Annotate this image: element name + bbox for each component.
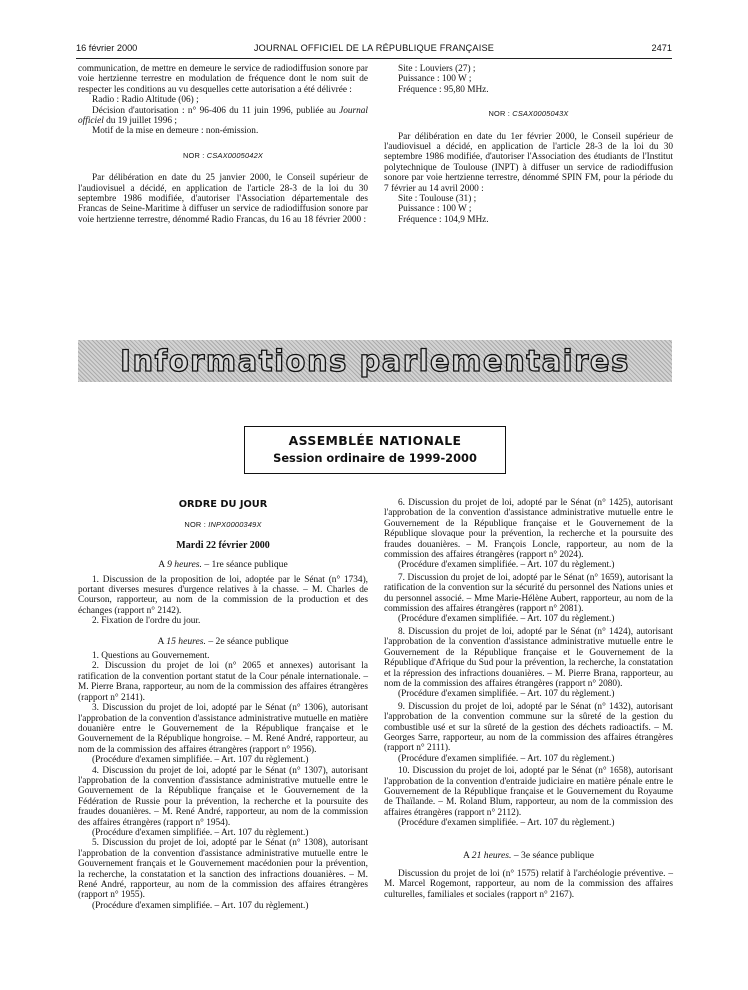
session-heading: A 9 heures. – 1re séance publique: [158, 559, 288, 571]
agenda-item: 4. Discussion du projet de loi, adopté par le Sénat (n° 1307), autorisant l'approbation de la convention d'assistance administrative mutuelle entre le Gouvernement de la République française et le Gouvernement de la Fédération de Russie pour la prévention, la recherche et la poursuite des fraudes douanières. – M. René André, rapporteur, au nom de la commission des affaires étrangères (rapport n° 1954).: [78, 765, 368, 828]
agenda-item: 5. Discussion du projet de loi, adopté par le Sénat (n° 1308), autorisant l'approbation de la convention d'assistance administrative mutuelle entre le Gouvernement français et le Gouvernement macédonien pour la prévention, la recherche, la constatation et la sanction des infractions douanières. – M. René André, rapporteur, au nom de la commission des affaires étrangères (rapport n° 1955).: [78, 838, 368, 901]
section-banner: [78, 340, 672, 382]
agenda-left-column: [78, 500, 368, 911]
assembly-name: ASSEMBLÉE NATIONALE: [288, 433, 462, 448]
paragraph: communication, de mettre en demeure le service de radiodiffusion sonore par voie hertzienne terrestre en modulation de fréquence dont le nom suit de respecter les conditions au vu desquelles cette autorisation a été délivrée :: [78, 64, 368, 95]
agenda-right-column: [384, 498, 673, 900]
running-header: [76, 43, 672, 57]
nor-reference: NOR : INPX0000349X: [184, 520, 262, 530]
site-line: Site : Louviers (27) ;: [398, 64, 476, 74]
nor-reference: NOR : CSAX0005043X: [488, 109, 569, 119]
site-line: Site : Toulouse (31) ;: [398, 194, 477, 205]
agenda-item: 8. Discussion du projet de loi, adopté par le Sénat (n° 1424), autorisant l'approbation de la convention d'assistance administrative mutuelle entre le Gouvernement de la République française et le Gouvernement de la République d'Afrique du Sud pour la prévention, la recherche, la constatation et la répression des infractions douanières. – M. Pierre Brana, rapporteur, au nom de la commission des affaires étrangères (rapport n° 2080).: [384, 626, 673, 689]
power-line: Puissance : 100 W ;: [398, 74, 472, 85]
procedure-note: (Procédure d'examen simplifiée. – Art. 107 du règlement.): [398, 614, 615, 625]
agenda-date: Mardi 22 février 2000: [176, 539, 270, 551]
session-heading: A 15 heures. – 2e séance publique: [157, 635, 289, 647]
procedure-note: (Procédure d'examen simplifiée. – Art. 107 du règlement.): [398, 818, 615, 829]
procedure-note: (Procédure d'examen simplifiée. – Art. 107 du règlement.): [92, 755, 309, 766]
agenda-item: Discussion du projet de loi (n° 1575) relatif à l'archéologie préventive. – M. Marcel Rogemont, rapporteur, au nom de la commission des affaires culturelles, familiales et sociales (rapport n° 2167).: [384, 869, 673, 900]
agenda-item: 7. Discussion du projet de loi, adopté par le Sénat (n° 1659), autorisant la ratification de la convention sur la sécurité du personnel des Nations unies et du personnel associé. – Mme Marie-Hélène Aubert, rapporteur, au nom de la commission des affaires étrangères (rapport n° 2081).: [384, 572, 673, 615]
procedure-note: (Procédure d'examen simplifiée. – Art. 107 du règlement.): [398, 689, 615, 700]
agenda-item: 3. Discussion du projet de loi, adopté par le Sénat (n° 1306), autorisant l'approbation de la convention d'assistance administrative mutuelle en matière douanière entre le Gouvernement de la République française et le Gouvernement de la République hongroise. – M. René André, rapporteur, au nom de la commission des affaires étrangères (rapport n° 1956).: [78, 703, 368, 755]
header-rule: [76, 58, 672, 59]
decision-line: Décision d'autorisation : n° 96-406 du 11 juin 1996, publiée au Journal officiel du 19 juillet 1996 ;: [78, 105, 368, 127]
header-page-number: 2471: [651, 43, 672, 53]
agenda-item: 9. Discussion du projet de loi, adopté par le Sénat (n° 1432), autorisant l'approbation de la convention commune sur la sûreté de la gestion du combustible usé et sur la sûreté de la gestion des déchets radioactifs. – M. Georges Sarre, rapporteur, au nom de la commission des affaires étrangères (rapport n° 2111).: [384, 701, 673, 754]
frequency-line: Fréquence : 104,9 MHz.: [398, 214, 489, 225]
radio-line: Radio : Radio Altitude (06) ;: [92, 95, 199, 106]
agenda-item: 10. Discussion du projet de loi, adopté par le Sénat (n° 1658), autorisant l'approbation de la convention d'entraide judiciaire en matière pénale entre le Gouvernement de la République française et le Gouvernement du Royaume de Thaïlande. – M. Roland Blum, rapporteur, au nom de la commission des affaires étrangères (rapport n° 2112).: [384, 766, 673, 818]
procedure-note: (Procédure d'examen simplifiée. – Art. 107 du règlement.): [398, 753, 615, 764]
agenda-item: 1. Discussion de la proposition de loi, adoptée par le Sénat (n° 1734), portant diverses mesures d'urgence relatives à la chasse. – M. Charles de Courson, rapporteur, au nom de la commission de la production et des échanges (rapport n° 2142).: [78, 574, 368, 616]
top-right-column: [384, 64, 673, 225]
procedure-note: (Procédure d'examen simplifiée. – Art. 107 du règlement.): [398, 560, 615, 571]
assembly-box: [244, 426, 506, 474]
frequency-line: Fréquence : 95,80 MHz.: [398, 84, 489, 95]
agenda-item: 1. Questions au Gouvernement.: [92, 651, 210, 662]
header-date: 16 février 2000: [76, 43, 138, 53]
session-name: Session ordinaire de 1999-2000: [273, 451, 477, 465]
top-left-column: [78, 64, 368, 225]
power-line: Puissance : 100 W ;: [398, 204, 472, 215]
session-heading: A 21 heures. – 3e séance publique: [462, 849, 595, 861]
agenda-item: 6. Discussion du projet de loi, adopté par le Sénat (n° 1425), autorisant l'approbation de la convention d'assistance administrative mutuelle entre le Gouvernement de la République française et le Gouvernement de la République slovaque pour la prévention, la recherche et la poursuite des fraudes douanières. – M. François Loncle, rapporteur, au nom de la commission des affaires étrangères (rapport n° 2024).: [384, 498, 673, 561]
procedure-note: (Procédure d'examen simplifiée. – Art. 107 du règlement.): [92, 900, 309, 911]
agenda-item: 2. Discussion du projet de loi (n° 2065 et annexes) autorisant la ratification de la convention portant statut de la Cour pénale internationale. – M. Pierre Brana, rapporteur, au nom de la commission des affaires étrangères (rapport n° 2141).: [78, 661, 368, 703]
section-banner-title: Informations parlementaires: [120, 344, 630, 378]
nor-reference: NOR : CSAX0005042X: [182, 150, 264, 160]
agenda-title: ORDRE DU JOUR: [178, 499, 268, 510]
header-journal-title: JOURNAL OFFICIEL DE LA RÉPUBLIQUE FRANÇAISE: [253, 43, 495, 53]
procedure-note: (Procédure d'examen simplifiée. – Art. 107 du règlement.): [92, 827, 309, 838]
paragraph: Par délibération en date du 1er février 2000, le Conseil supérieur de l'audiovisuel a décidé, en application de l'article 28-3 de la loi du 30 septembre 1986 modifiée, d'autoriser l'Association des étudiants de l'Institut polytechnique de Toulouse (INPT) à diffuser un service de radiodiffusion sonore par voie hertzienne terrestre, dénommé SPIN FM, pour la période du 7 février au 14 avril 2000 :: [384, 131, 673, 194]
agenda-item: 2. Fixation de l'ordre du jour.: [92, 616, 201, 627]
motif-line: Motif de la mise en demeure : non-émission.: [92, 126, 259, 137]
paragraph: Par délibération en date du 25 janvier 2000, le Conseil supérieur de l'audiovisuel a décidé, en application de l'article 28-3 de la loi du 30 septembre 1986 modifiée, d'autoriser l'Association départementale des Francas de Seine-Maritime à diffuser un service de radiodiffusion sonore par voie hertzienne terrestre, dénommé Radio Francas, du 16 au 18 février 2000 :: [78, 173, 368, 225]
